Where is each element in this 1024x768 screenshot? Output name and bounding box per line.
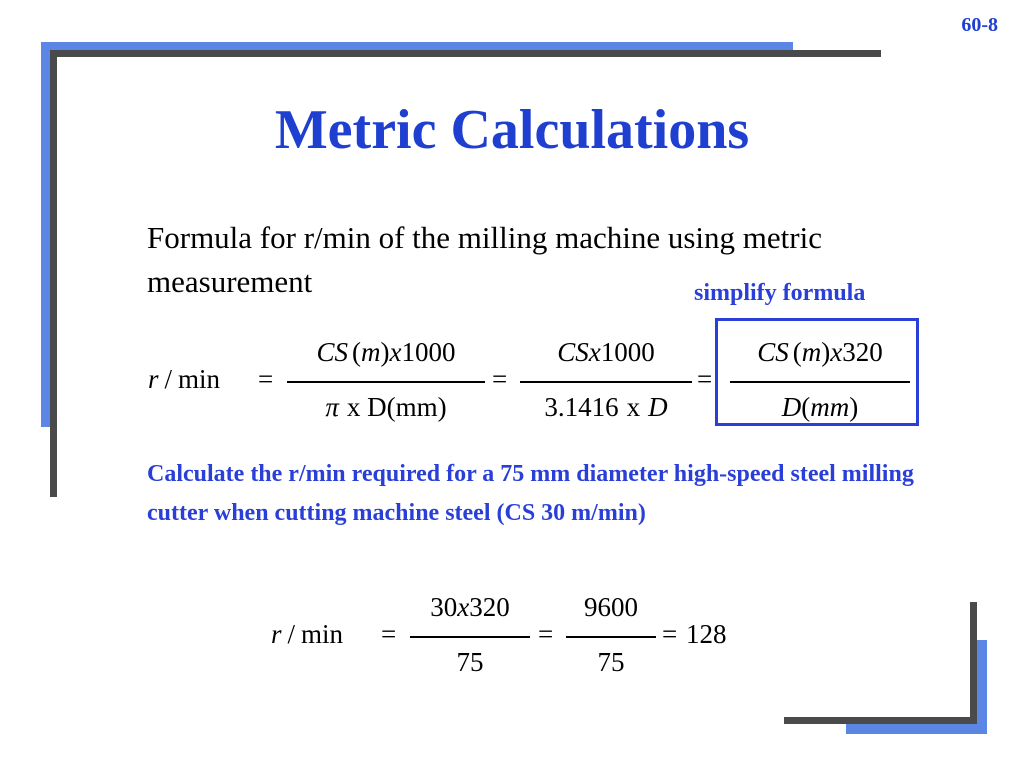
solution-eq-3: = <box>662 619 678 649</box>
f3-d: D <box>781 392 802 422</box>
solution-fraction-1-denominator: 75 <box>456 647 484 677</box>
f1-lparen: ( <box>352 337 362 367</box>
f2-1000: 1000 <box>600 337 655 367</box>
f2-cs: CS <box>557 337 589 367</box>
slide-title: Metric Calculations <box>274 99 750 161</box>
slide-number: 60-8 <box>961 14 998 36</box>
solution-fraction-2-bar <box>566 636 656 638</box>
solution-eq-2: = <box>538 619 554 649</box>
formula-eq-1: = <box>258 364 274 394</box>
solution-30: 30 <box>430 592 458 622</box>
solution-fraction-1-bar <box>410 636 530 638</box>
solution-result: 128 <box>686 619 727 649</box>
solution-320: 320 <box>469 592 510 622</box>
f1-x: x <box>389 337 402 367</box>
f3-cs: CS <box>757 337 789 367</box>
f2-d: D <box>648 392 668 422</box>
solution-fraction-1-numerator <box>410 592 530 623</box>
solution-fraction-2-numerator: 9600 <box>584 592 638 622</box>
f3-den-lparen: ( <box>801 392 811 422</box>
intro-text: Formula for r/min of the milling machine using metric measurement <box>147 220 822 299</box>
solution-lhs <box>271 619 343 650</box>
solution-x: x <box>457 592 470 622</box>
simplify-label: simplify formula <box>694 280 866 306</box>
formula-slash: / <box>164 364 173 394</box>
formula-min: min <box>178 364 221 394</box>
solution-eq-1: = <box>381 619 397 649</box>
f3-den-rparen: ) <box>849 392 859 422</box>
f2-x: x <box>588 337 601 367</box>
formula-eq-2: = <box>492 364 508 394</box>
formula-eq-3: = <box>697 364 713 394</box>
f3-rparen: ) <box>821 337 831 367</box>
formula-r: r <box>148 364 159 394</box>
problem-statement: Calculate the r/min required for a 75 mm diameter high-speed steel milling cutter when cutting machine steel (CS 30 m/min) <box>147 461 914 526</box>
f3-m: m <box>801 337 822 367</box>
f1-rparen: ) <box>380 337 390 367</box>
solution-fraction-2-denominator: 75 <box>597 647 625 677</box>
solution-min: min <box>301 619 344 649</box>
f3-x: x <box>830 337 843 367</box>
f1-1000: 1000 <box>401 337 456 367</box>
solution-r: r <box>271 619 282 649</box>
f1-den-rest: x D(mm) <box>346 392 447 422</box>
f1-m: m <box>361 337 381 367</box>
solution-slash: / <box>287 619 296 649</box>
f3-lparen: ( <box>792 337 802 367</box>
f3-320: 320 <box>842 337 883 367</box>
f2-pi-value: 3.1416 <box>544 392 619 422</box>
f1-pi: π <box>325 392 339 422</box>
f3-mm: mm <box>810 392 850 422</box>
f1-cs: CS <box>316 337 349 367</box>
f2-den-x: x <box>626 392 641 422</box>
